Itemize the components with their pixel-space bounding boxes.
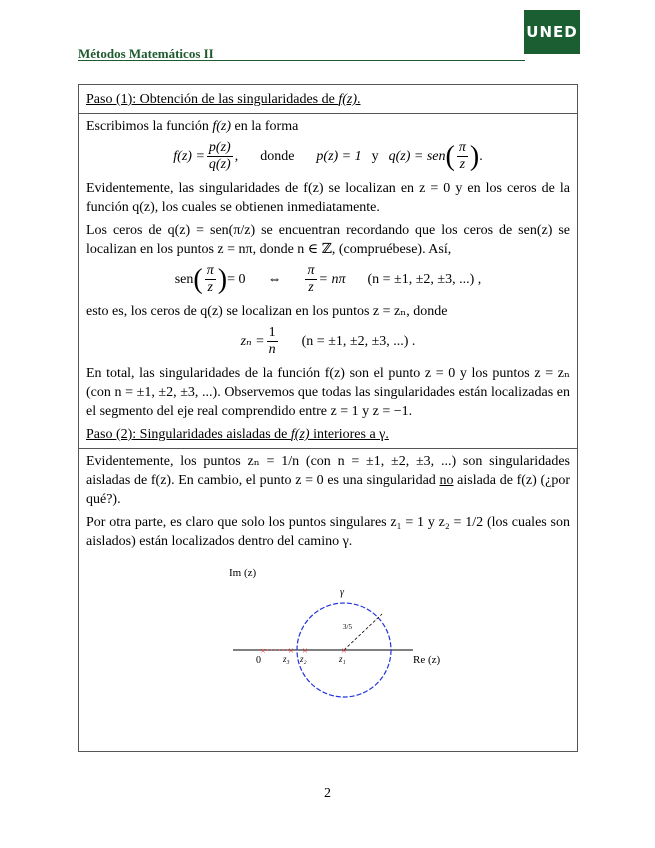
eq1-denominator: q(z) [208, 157, 231, 172]
eq2-eq0: = 0 [227, 272, 246, 287]
equation-1: f(z) = $\frac{p(z)}{q(z)}$ , donde p(z) = 1 y q(z) = sen ( $\frac{\pi}{z}$ ) . [173, 140, 483, 172]
step2-para1 [86, 452, 570, 509]
gamma-label: γ [340, 587, 344, 598]
step1-heading-text: Paso (1): Obtención de las singularidades de [86, 92, 339, 107]
radius-label: 3/5 [343, 623, 352, 631]
step2-para1-end: aislada de f(z) (¿por qué?). [86, 473, 570, 507]
eq1-lhs: f(z) = [173, 149, 205, 164]
z3-point: × [288, 646, 294, 657]
z1-label: z₁ [339, 654, 346, 664]
step1-heading-end: . [357, 92, 361, 107]
page-number: 2 [324, 786, 331, 801]
contour-figure [225, 562, 455, 712]
eq2-denominator: z [308, 280, 314, 295]
step1-heading [86, 90, 570, 109]
radius-line [344, 614, 382, 650]
step1-heading-math: f(z) [338, 92, 357, 107]
eq3-denominator: n [268, 342, 276, 357]
step1-rule [78, 113, 578, 114]
equation-2: sen ( $\frac{\pi}{z}$ ) = 0 ⇔ $\frac{\pi}{z}$ = nπ (n = ±1, ±2, ±3, ...) , [174, 263, 482, 295]
step2-heading-math: f(z) [290, 427, 310, 442]
eq1-q: q(z) = sen [388, 149, 446, 164]
step2-para2: Por otra parte, es claro que solo los puntos singulares z₁ = 1 y z₂ = 1/2 (los cuales son aislados) están localizados dentro del camino γ. [86, 515, 570, 549]
eq3-numerator: 1 [268, 325, 276, 340]
document-header-title: Métodos Matemáticos II [78, 46, 214, 61]
step2-rule [78, 448, 578, 449]
eq1-pi: π [458, 140, 466, 155]
step1-para1: Evidentemente, las singularidades de f(z) se localizan en z = 0 y en los ceros de la función q(z), los cuales se obtienen inmediatamente. [86, 181, 570, 215]
intro-end: en la forma [231, 119, 299, 134]
step2-heading [86, 425, 570, 444]
eq2-z: z [207, 280, 213, 295]
uned-logo: UNED [524, 10, 580, 54]
step1-intro [86, 117, 570, 136]
eq1-p: p(z) = 1 [316, 149, 362, 164]
eq1-numerator: p(z) [208, 140, 231, 155]
eq2-condition: (n = ±1, ±2, ±3, ...) , [367, 272, 482, 287]
eq1-donde: donde [260, 149, 295, 164]
step1-para4: En total, las singularidades de la función f(z) son el punto z = 0 y los puntos z = zₙ (con n = ±1, ±2, ±3, ...). Observemos que todas las singularidades están localizadas en el segmento del eje real comprendido entre z = 1 y z = −1. [86, 366, 570, 419]
z2-point: × [302, 646, 308, 657]
equation-3 [86, 325, 570, 358]
step1-para3: esto es, los ceros de q(z) se localizan en los puntos z = zₙ, donde [86, 304, 448, 319]
step2-heading-end: interiores a γ. [309, 427, 389, 442]
step2-para1-no: no [439, 473, 454, 488]
content-body [86, 90, 570, 555]
eq2-pi: π [206, 263, 214, 278]
step1-para2: Los ceros de q(z) = sen(π/z) se encuentran recordando que los ceros de sen(z) se localizan en los puntos z = nπ, donde n ∈ ℤ, (compruébese). Así, [86, 223, 570, 257]
intro-text: Escribimos la función [86, 119, 213, 134]
header-rule [78, 60, 525, 61]
step2-heading-text: Paso (2): Singularidades aisladas de [86, 427, 291, 442]
eq2-iff: ⇔ [267, 272, 282, 287]
eq2-sen-fraction [205, 263, 216, 296]
eq1-y: y [371, 149, 379, 164]
im-axis-label: Im (z) [229, 567, 257, 579]
eq1-fraction [207, 140, 233, 173]
eq1-sen-fraction [457, 140, 468, 173]
eq1-comma: , [234, 149, 239, 164]
eq3-condition: (n = ±1, ±2, ±3, ...) . [301, 334, 416, 349]
re-axis-label: Re (z) [413, 654, 441, 666]
eq2-numerator: π [307, 263, 315, 278]
eq1-z: z [459, 157, 466, 172]
origin-point: × [260, 646, 266, 656]
origin-label: 0 [256, 655, 261, 666]
eq1-end: . [479, 149, 483, 164]
intro-math: f(z) [212, 119, 232, 134]
eq2-fraction [305, 263, 316, 296]
z2-label: z₂ [300, 654, 307, 664]
eq2-rhs: = nπ [318, 272, 346, 287]
eq3-fraction [267, 325, 278, 358]
step2-para1-text: Evidentemente, los puntos zₙ = 1/n (con n = ±1, ±2, ±3, ...) son singularidades aisladas de f(z). En cambio, el punto z = 0 es una singularidad [86, 454, 570, 488]
z1-point: × [341, 646, 347, 657]
eq2-sen: sen [174, 272, 194, 287]
z3-label: z₃ [283, 654, 290, 664]
eq3-lhs: zₙ = [240, 334, 265, 349]
